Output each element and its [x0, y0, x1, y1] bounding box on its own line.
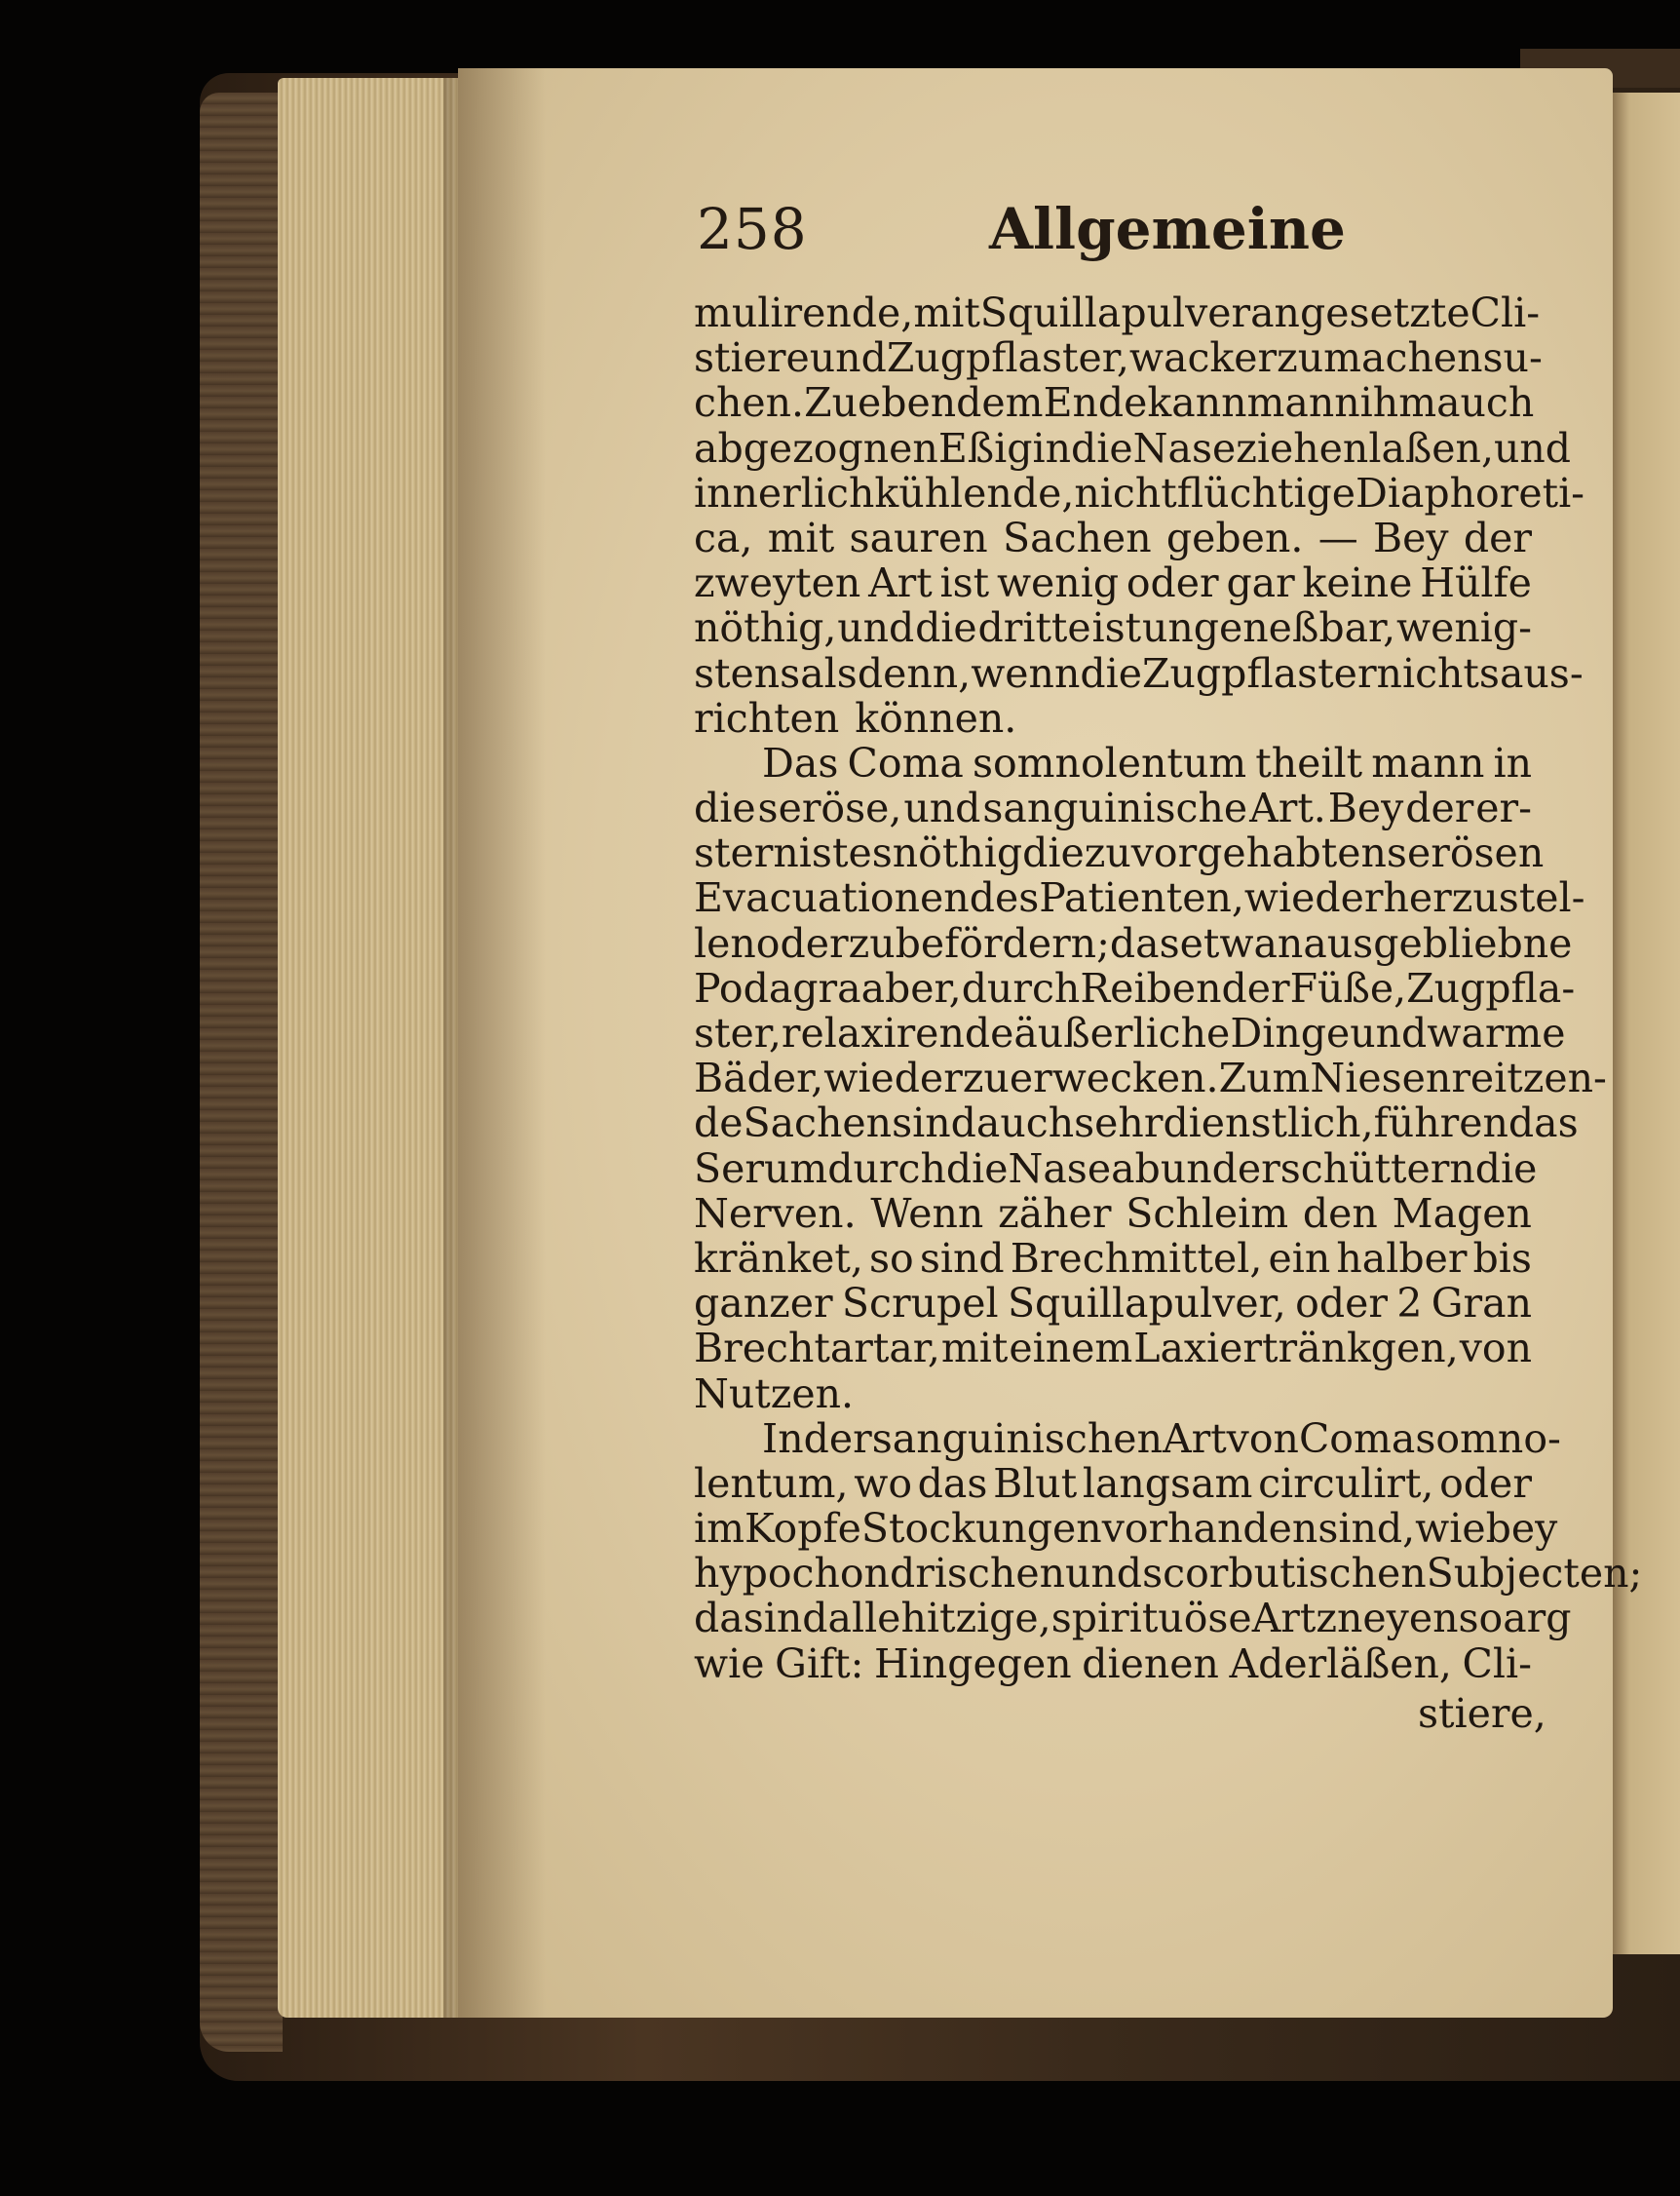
word: zu — [962, 1055, 1010, 1102]
facing-page-edge — [1613, 93, 1680, 1954]
word: so — [869, 1234, 914, 1282]
word: die — [694, 785, 756, 832]
word: Zugpflaster, — [886, 334, 1129, 382]
text-line — [694, 1055, 1607, 1102]
word: er- — [1475, 785, 1532, 832]
text-line — [694, 964, 1576, 1012]
word: alle — [827, 1595, 901, 1642]
word: dienen — [1082, 1639, 1219, 1687]
word: Nerven. — [694, 1189, 857, 1237]
word: chen. — [694, 379, 805, 427]
word: vorhanden — [1101, 1505, 1318, 1553]
word: Artzneyen — [1251, 1595, 1459, 1642]
word: stern — [694, 829, 799, 877]
word: nichts — [1376, 649, 1500, 697]
word: wacker — [1128, 334, 1278, 382]
word: somno- — [1415, 1414, 1561, 1462]
word: alsdenn, — [800, 649, 972, 697]
book-spine-edge — [200, 93, 283, 2052]
word: lentum, — [694, 1459, 849, 1507]
word: etwan — [1179, 919, 1304, 967]
word: Nase — [1132, 424, 1237, 472]
word: ganzer — [694, 1280, 833, 1328]
word: Eßig — [937, 424, 1033, 472]
text-line — [694, 334, 1543, 382]
word: Magen — [1392, 1189, 1532, 1237]
word: mulirende, — [694, 289, 914, 336]
word: Podagra — [694, 964, 861, 1012]
word: Bäder, — [694, 1055, 824, 1102]
word: theilt — [1255, 739, 1363, 787]
word: führen — [1373, 1099, 1508, 1147]
word: sehr — [1074, 1099, 1164, 1147]
word: ca, — [694, 514, 753, 561]
word: dem — [956, 379, 1044, 427]
word: erschüttern — [1237, 1144, 1475, 1192]
word: befördern; — [895, 919, 1110, 967]
word: es — [848, 829, 893, 877]
word: Bey — [1327, 785, 1404, 832]
text-line — [694, 786, 1532, 830]
word: die — [1071, 424, 1133, 472]
word: machen — [1323, 334, 1483, 382]
word: in — [1493, 739, 1532, 787]
word: Reiben — [1080, 964, 1222, 1012]
text-line — [694, 1281, 1532, 1326]
word: wie — [1415, 1505, 1486, 1553]
word: aus- — [1499, 649, 1584, 697]
word: Dinge — [1230, 1010, 1351, 1057]
text-line — [694, 469, 1585, 517]
word: die — [1022, 829, 1085, 877]
word: Stockungen — [860, 1505, 1102, 1553]
word: wenig — [996, 559, 1120, 607]
word: von — [1459, 1325, 1532, 1372]
word: Hülfe — [1420, 559, 1532, 607]
word: mit — [940, 1325, 1009, 1372]
word: Nase — [1008, 1144, 1112, 1192]
word: spirituöse — [1050, 1595, 1252, 1642]
word: Ende — [1043, 379, 1148, 427]
word: reitzen- — [1451, 1055, 1607, 1102]
word: sind, — [1317, 1505, 1416, 1553]
word: durch — [961, 964, 1081, 1012]
word: eben — [857, 379, 957, 427]
word: bey — [1485, 1505, 1558, 1553]
word: innerlich — [694, 469, 875, 517]
word: und — [809, 334, 887, 382]
word: Niesen — [1310, 1055, 1452, 1102]
word: ster, — [694, 1010, 782, 1057]
word: nicht — [1074, 469, 1177, 517]
word: und — [837, 604, 915, 652]
text-line — [694, 741, 1532, 786]
word: dienstlich, — [1163, 1099, 1374, 1147]
word: Bey — [1373, 514, 1449, 561]
word: herzustel- — [1383, 874, 1585, 922]
word: Patienten, — [1039, 874, 1244, 922]
word: zäher — [998, 1189, 1112, 1237]
word: von — [1226, 1414, 1299, 1462]
word: Aderläßen, — [1229, 1639, 1452, 1687]
word: bis — [1472, 1234, 1532, 1282]
text-line — [694, 874, 1585, 922]
text-line — [694, 560, 1532, 605]
word: ihm — [1359, 379, 1437, 427]
word: kränket, — [694, 1234, 863, 1282]
word: sind — [919, 1234, 1005, 1282]
word: langsam — [1082, 1459, 1253, 1507]
text-line — [694, 1595, 1572, 1642]
page-header — [697, 190, 1506, 268]
word: Cli- — [1462, 1639, 1532, 1687]
word: die — [915, 604, 977, 652]
word: im — [694, 1505, 745, 1553]
word: hypochondrischen — [694, 1550, 1065, 1598]
word: gehabten — [1197, 829, 1387, 877]
word: Squillapulver, — [1007, 1280, 1286, 1328]
word: Serum — [694, 1144, 828, 1192]
text-line — [694, 1144, 1538, 1192]
word: nöthig, — [694, 604, 837, 652]
text-line — [694, 289, 1541, 336]
word: der — [1221, 964, 1290, 1012]
word: — — [1317, 514, 1358, 561]
word: mit — [767, 514, 835, 561]
word: Zugpfla- — [1406, 964, 1576, 1012]
word: Art — [1162, 1414, 1227, 1462]
word: nöthig — [892, 829, 1023, 877]
word: arg — [1503, 1595, 1572, 1642]
word: mit — [913, 289, 980, 336]
text-line — [694, 1461, 1532, 1506]
word: In — [762, 1414, 804, 1462]
body-text — [694, 289, 1643, 1687]
word: zu — [1277, 334, 1324, 382]
word: sanguinische — [982, 785, 1248, 832]
page-number: 258 — [697, 196, 808, 262]
word: und — [903, 785, 981, 832]
word: halber — [1336, 1234, 1468, 1282]
word: kühlende, — [874, 469, 1075, 517]
word: die — [1080, 649, 1142, 697]
word: zu — [848, 919, 896, 967]
word: warme — [1427, 1010, 1566, 1057]
word: und — [1065, 1550, 1143, 1598]
word: die — [1474, 1144, 1538, 1192]
text-line — [694, 1236, 1532, 1281]
word: der — [803, 1414, 872, 1462]
word: relaxirende — [781, 1010, 1014, 1057]
word: wo — [854, 1459, 913, 1507]
word: Cli- — [1470, 289, 1541, 336]
text-line — [694, 1191, 1532, 1236]
word: die — [945, 1144, 1009, 1192]
word: len — [694, 919, 756, 967]
word: somnolentum — [972, 739, 1247, 787]
word: wieder — [1243, 874, 1384, 922]
text-line — [694, 379, 1535, 427]
word: su- — [1482, 334, 1543, 382]
word: ab — [1111, 1144, 1161, 1192]
word: so — [1458, 1595, 1504, 1642]
text-line — [694, 829, 1545, 877]
word: seröse, — [757, 785, 902, 832]
text-line — [694, 1505, 1558, 1553]
catchword: stiere, — [1418, 1690, 1546, 1737]
word: Scrupel — [841, 1280, 999, 1328]
word: und — [1494, 424, 1572, 472]
word: Squillapulver — [979, 289, 1251, 336]
word: sanguinischen — [871, 1414, 1163, 1462]
text-line — [694, 1010, 1566, 1057]
text-line — [694, 1099, 1579, 1147]
word: zweyten — [694, 559, 861, 607]
word: auch — [1436, 379, 1535, 427]
word: Coma — [1298, 1414, 1416, 1462]
word: wenig- — [1395, 604, 1532, 652]
word: Brechmittel, — [1010, 1234, 1263, 1282]
word: Kopfe — [745, 1505, 861, 1553]
word: Zu — [804, 379, 858, 427]
word: stens — [694, 649, 801, 697]
text-line — [694, 1371, 1532, 1416]
word: und — [1160, 1144, 1238, 1192]
text-line — [694, 649, 1584, 697]
text-line — [694, 424, 1572, 472]
word: Nutzen. — [694, 1369, 855, 1417]
text-line — [694, 1641, 1532, 1686]
text-line — [694, 1550, 1643, 1598]
word: des — [969, 874, 1040, 922]
word: mann — [1246, 379, 1360, 427]
word: ausgebliebne — [1303, 919, 1573, 967]
word: serösen — [1386, 829, 1545, 877]
word: Sachen — [743, 1099, 893, 1147]
word: erwecken. — [1009, 1055, 1219, 1102]
word: scorbutischen — [1142, 1550, 1427, 1598]
word: gar — [1226, 559, 1295, 607]
word: Wenn — [870, 1189, 984, 1237]
word: der — [1463, 514, 1532, 561]
word: das — [917, 1459, 988, 1507]
text-line — [694, 516, 1532, 560]
word: Coma — [847, 739, 964, 787]
word: Zugpflaster — [1141, 649, 1377, 697]
word: oder — [1126, 559, 1219, 607]
word: Subjecten; — [1426, 1550, 1643, 1598]
word: zuvor — [1084, 829, 1198, 877]
word: circulirt, — [1258, 1459, 1434, 1507]
word: sauren — [849, 514, 988, 561]
word: mann — [1371, 739, 1485, 787]
word: den — [1302, 1189, 1378, 1237]
word: keine — [1302, 559, 1413, 607]
running-head: Allgemeine — [989, 196, 1346, 262]
word: flüchtige — [1176, 469, 1355, 517]
word: Art. — [1249, 785, 1326, 832]
word: einem — [1009, 1325, 1133, 1372]
word: stiere — [694, 334, 810, 382]
page-stack-edges — [278, 78, 463, 2018]
word: Hingegen — [873, 1639, 1072, 1687]
word: Brechtartar, — [694, 1325, 940, 1372]
word: ist — [798, 829, 849, 877]
word: Diaphoreti- — [1355, 469, 1585, 517]
word: 2 — [1396, 1280, 1423, 1328]
word: Laxiertränkgen, — [1133, 1325, 1459, 1372]
text-line — [694, 1326, 1532, 1370]
word: durch — [827, 1144, 946, 1192]
word: können. — [855, 694, 1017, 742]
word: Blut — [993, 1459, 1078, 1507]
word: das — [1109, 919, 1180, 967]
word: äußerliche — [1013, 1010, 1231, 1057]
word: Füße, — [1289, 964, 1407, 1012]
word: wieder — [823, 1055, 963, 1102]
word: kann — [1147, 379, 1247, 427]
word: abgezognen — [694, 424, 938, 472]
text-line — [694, 696, 1532, 741]
word: Art — [868, 559, 933, 607]
word: sind — [892, 1099, 976, 1147]
word: ein — [1268, 1234, 1331, 1282]
word: laßen, — [1368, 424, 1494, 472]
word: da — [694, 1595, 744, 1642]
word: das — [1508, 1099, 1579, 1147]
word: in — [1032, 424, 1072, 472]
word: oder — [1295, 1280, 1388, 1328]
word: Sachen — [1003, 514, 1152, 561]
word: de — [694, 1099, 744, 1147]
word: ungeneßbar, — [1141, 604, 1396, 652]
word: Gift: — [775, 1639, 864, 1687]
word: Zum — [1218, 1055, 1311, 1102]
word: auch — [975, 1099, 1075, 1147]
word: sind — [743, 1595, 828, 1642]
word: dritte — [977, 604, 1091, 652]
word: wie — [694, 1639, 765, 1687]
word: wenn — [971, 649, 1081, 697]
word: hitzige, — [900, 1595, 1051, 1642]
word: ist — [939, 559, 990, 607]
word: richten — [694, 694, 840, 742]
text-line — [694, 1414, 1561, 1462]
word: angesetzte — [1250, 289, 1470, 336]
word: Schleim — [1126, 1189, 1289, 1237]
word: oder — [1439, 1459, 1532, 1507]
word: und — [1350, 1010, 1428, 1057]
page-gutter-shadow — [458, 68, 546, 2018]
word: Das — [762, 739, 839, 787]
word: oder — [755, 919, 849, 967]
word: ziehen — [1236, 424, 1369, 472]
text-line — [694, 605, 1532, 650]
word: der — [1405, 785, 1474, 832]
word: Evacuationen — [694, 874, 970, 922]
word: aber, — [860, 964, 962, 1012]
word: ist — [1091, 604, 1142, 652]
word: geben. — [1165, 514, 1304, 561]
text-line — [694, 919, 1573, 967]
word: Gran — [1431, 1280, 1532, 1328]
